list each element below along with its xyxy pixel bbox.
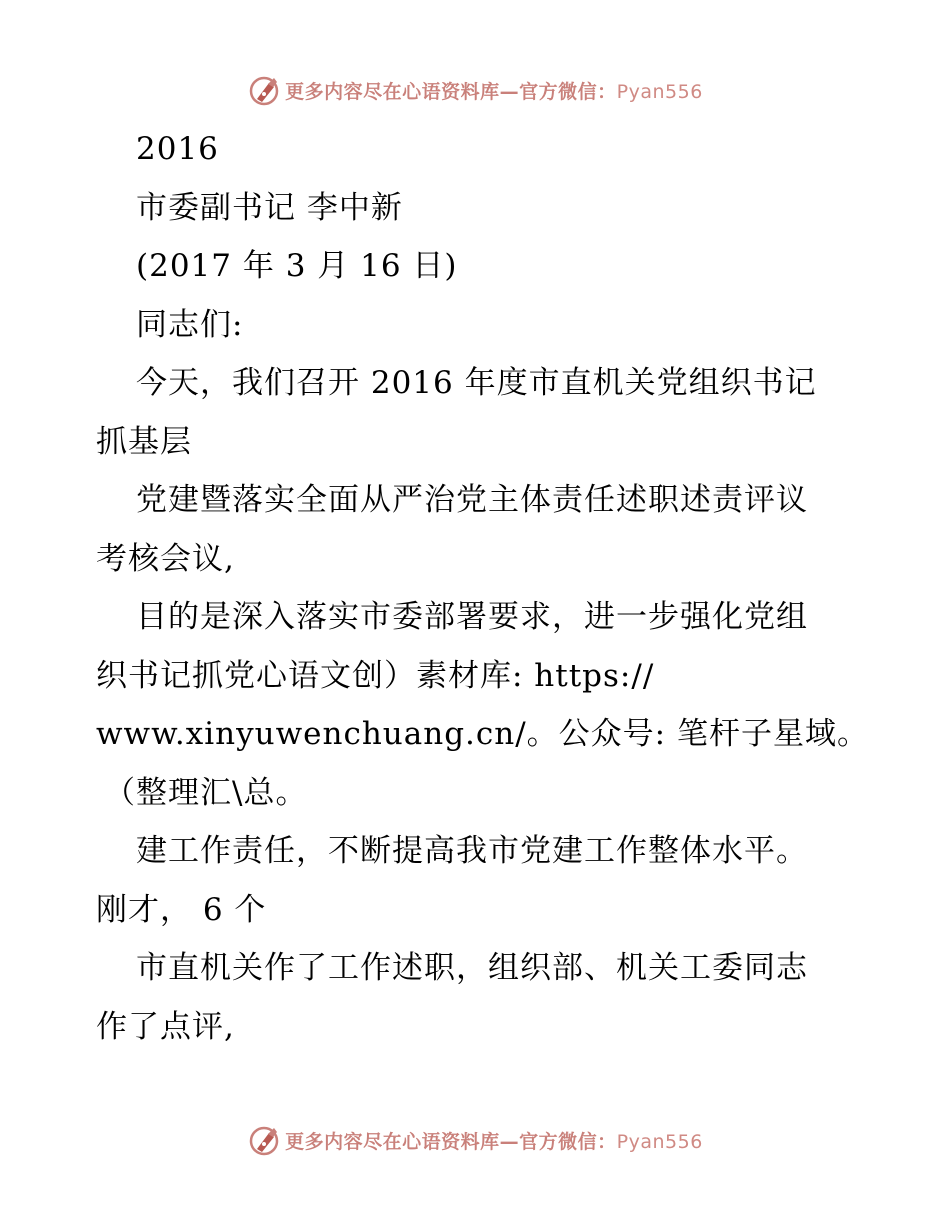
paragraph-line: 建工作责任，不断提高我市党建工作整体水平。 [136,833,808,869]
paragraph-line: 市直机关作了工作述职，组织部、机关工委同志 [136,950,808,986]
footer-banner [0,1120,950,1160]
footer-banner-label: 更多内容尽在心语资料库—官方微信： [285,1130,617,1153]
pen-nib-logo-icon [247,73,281,107]
paragraph-line: 织书记抓党心语文创）素材库: https:// [96,657,655,694]
header-banner-handle: Pyan556 [616,80,703,103]
pen-nib-logo-icon [247,1123,281,1157]
doc-salutation: 同志们: [136,306,244,343]
header-banner-label: 更多内容尽在心语资料库—官方微信： [285,80,617,103]
paragraph-line: www.xinyuwenchuang.cn/。公众号: 笔杆子星域。 [96,716,869,752]
header-banner [0,70,950,110]
footer-banner-text [285,1127,703,1154]
paragraph-line: 目的是深入落实市委部署要求，进一步强化党组 [136,599,808,635]
paragraph-line: 今天，我们召开 2016 年度市直机关党组织书记 [136,365,817,401]
paragraph-line: 考核会议, [96,540,235,577]
footer-banner-handle: Pyan556 [616,1130,703,1153]
paragraph-line: 党建暨落实全面从严治党主体责任述职述责评议 [136,482,808,518]
paragraph-line: （整理汇\总。 [104,774,308,811]
document-body [96,120,869,1056]
doc-date: (2017 年 3 月 16 日) [136,248,458,284]
doc-author: 市委副书记 李中新 [136,189,403,226]
doc-year: 2016 [136,131,219,167]
header-banner-text [285,77,703,104]
paragraph-line: 作了点评, [96,1008,235,1045]
paragraph-line: 刚才， 6 个 [96,891,267,928]
paragraph-line: 抓基层 [96,423,192,460]
